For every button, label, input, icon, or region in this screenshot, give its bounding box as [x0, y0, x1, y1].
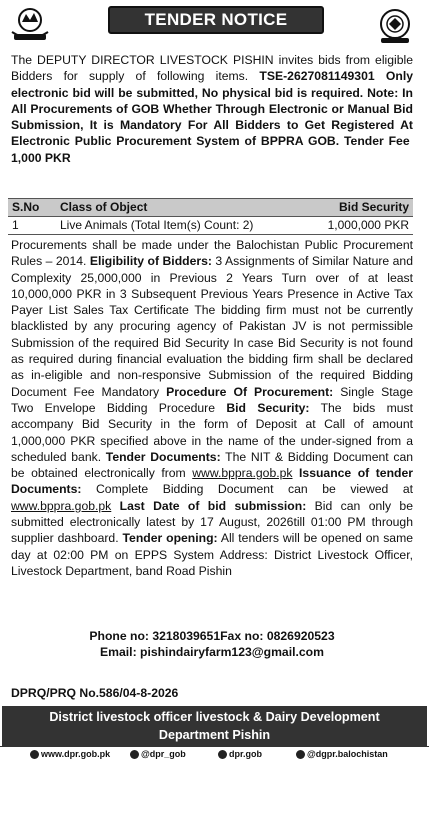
- bppra-link-2[interactable]: www.bppra.gob.pk: [11, 498, 112, 513]
- security-text: The bids must accompany Bid Security in the form of Deposit at Call of amount 1,000,000 PKR specified above in the name of the under-signed from a scheduled bank.: [11, 400, 413, 464]
- website-text: www.dpr.gob.pk: [41, 749, 111, 759]
- social-bar: [0, 746, 429, 761]
- instagram-text: @dgpr.balochistan: [307, 749, 388, 759]
- procedure-text: Single Stage Two Envelope Bidding Procedure: [11, 384, 414, 415]
- col-class: Class of Object: [60, 200, 148, 214]
- intro-text: The DEPUTY DIRECTOR LIVESTOCK PISHIN invites bids from eligible Bidders for supply of following items.: [11, 53, 413, 84]
- opening-heading: Tender opening:: [122, 531, 218, 546]
- col-sno: S.No: [12, 200, 40, 214]
- eligibility-heading: Eligibility of Bidders:: [89, 254, 212, 269]
- table-header: [8, 198, 413, 217]
- instagram-icon: [296, 750, 305, 759]
- facebook-text: dpr.gob: [229, 749, 262, 759]
- last-date-text: Bid can only be submitted electronically latest by 17 August, 2026till 01:00 PM through supplier dashboard.: [11, 498, 413, 546]
- security-heading: Bid Security:: [226, 400, 310, 415]
- opening-text: All tenders will be opened on same day at 02:00 PM on EPPS System Address: District Livestock Officer, Livestock Department, band Road Pishin: [11, 531, 414, 578]
- last-date-heading: Last Date of bid submission:: [119, 498, 307, 513]
- footer-line-2: Department Pishin: [158, 728, 271, 742]
- twitter-text: @dpr_gob: [141, 749, 186, 759]
- twitter-icon: [130, 750, 139, 759]
- eligibility-text: 3 Assignments of Similar Nature and Complexity 25,000,000 in Previous 2 Years Turn over of at least 10,000,000 PKR in 3 Subsequent Previous Years Presence in Active Tax Payer List Sales Tax Certificate The bidding firm must not be currently blacklisted by any procuring agency of Pakistan JV is not permissible Submission of the required Bid Security In case Bid Security is not found as required during financial evaluation the bidding firm shall be declared as in-eligible and non-responsive Submission of the required Bidding Document Fee Mandatory: [11, 254, 413, 399]
- cell-class: Live Animals (Total Item(s) Count: 2): [60, 218, 254, 232]
- fee-label: Tender Fee: [344, 134, 410, 149]
- government-emblem-icon: [8, 4, 52, 48]
- reference-number: DPRQ/PRQ No.586/04-8-2026: [11, 686, 179, 700]
- issuance-heading: Issuance of tender Documents:: [11, 466, 413, 497]
- bppra-link[interactable]: www.bppra.gob.pk: [192, 466, 293, 481]
- page-title: TENDER NOTICE: [108, 6, 324, 34]
- body-paragraph: [11, 237, 413, 579]
- tse-number: TSE-2627081149301: [259, 69, 375, 84]
- footer-banner: [2, 706, 427, 746]
- facebook-icon: [218, 750, 227, 759]
- header: [0, 0, 429, 54]
- col-security: Bid Security: [338, 200, 409, 214]
- contact-block: [11, 628, 413, 661]
- fee-value: 1,000 PKR: [11, 150, 71, 165]
- table-row: [8, 217, 413, 235]
- documents-text: The NIT & Bidding Document can be obtained electronically from: [11, 449, 414, 481]
- instagram-item[interactable]: [296, 747, 388, 761]
- email-line: Email: pishindairyfarm123@gmail.com: [100, 645, 324, 660]
- footer-line-1: District livestock officer livestock & Dairy Development: [49, 710, 380, 724]
- facebook-item[interactable]: [218, 747, 262, 761]
- procedure-heading: Procedure Of Procurement:: [166, 384, 334, 399]
- bid-note: Only electronic bid will be submitted, No physical bid is required. Note: In All Procurements of GOB Whether Through Electronic or Manual Bid Submission, It is Mandatory For All Bidders to Get Registered At Electronic Public Procurement System of BPPRA GOB.: [11, 69, 413, 149]
- cell-security: 1,000,000 PKR: [327, 218, 409, 232]
- intro-paragraph: [11, 52, 413, 166]
- rules-text: Procurements shall be made under the Balochistan Public Procurement Rules – 2014.: [11, 238, 413, 269]
- phone-line: Phone no: 3218039651Fax no: 0826920523: [89, 629, 335, 643]
- department-seal-icon: [373, 4, 417, 48]
- documents-heading: Tender Documents:: [105, 449, 221, 464]
- cell-sno: 1: [12, 218, 19, 232]
- website-item[interactable]: [30, 747, 110, 761]
- twitter-item[interactable]: [130, 747, 186, 761]
- globe-icon: [30, 750, 39, 759]
- issuance-text: Complete Bidding Document can be viewed at: [96, 482, 413, 497]
- items-table: [8, 198, 413, 235]
